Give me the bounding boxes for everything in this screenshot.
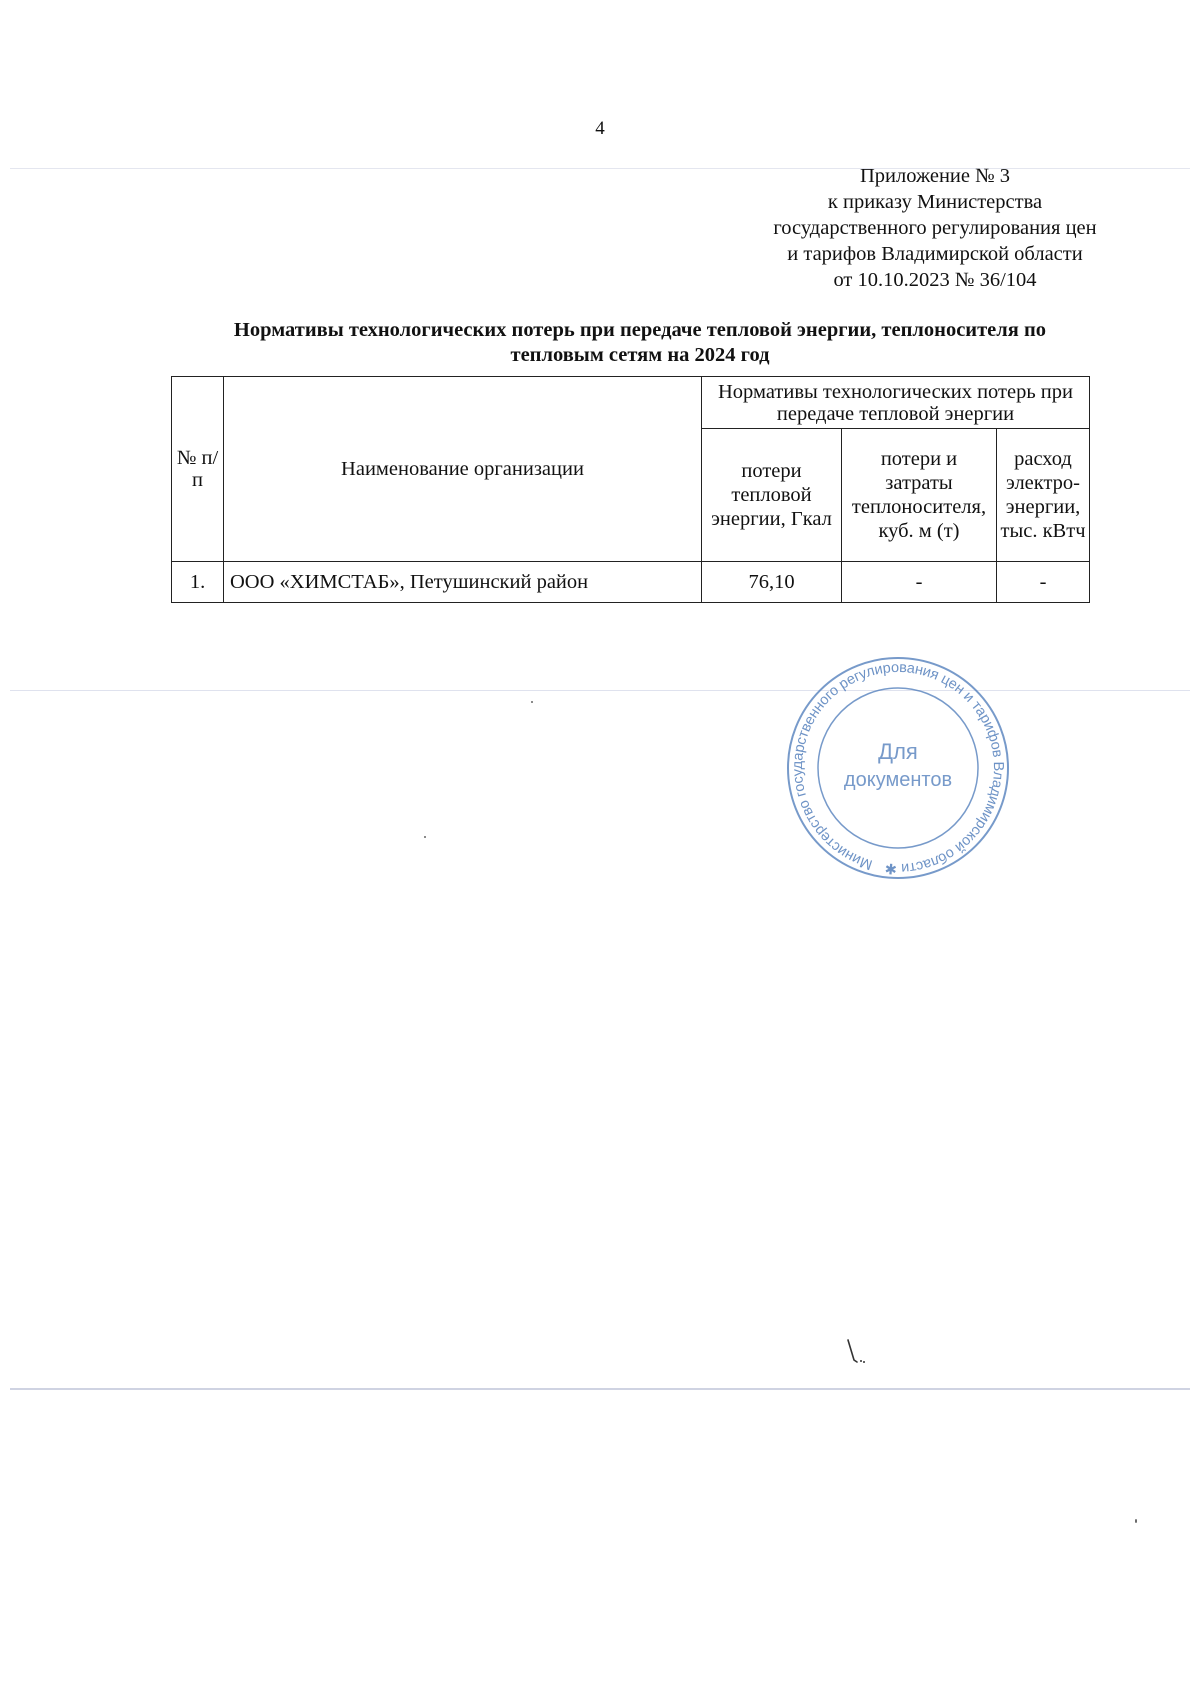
scan-speck — [424, 836, 426, 838]
document-title-line: тепловым сетям на 2024 год — [510, 344, 770, 366]
scan-artifact-line — [10, 690, 1190, 691]
scan-speck — [531, 701, 533, 703]
appendix-line: от 10.10.2023 № 36/104 — [833, 269, 1037, 291]
document-title — [150, 318, 1130, 368]
stamp-center-line: Для — [878, 739, 918, 764]
svg-text:Министерство государственного — [785, 655, 1011, 881]
header-heat-loss: потери тепловой энергии, Гкал — [702, 429, 842, 562]
header-electricity: расход электро-энергии, тыс. кВтч — [997, 429, 1090, 562]
header-carrier-loss: потери и затраты теплоносителя, куб. м (т) — [842, 429, 997, 562]
table-row — [172, 562, 1090, 603]
appendix-line: и тарифов Владимирской области — [787, 243, 1083, 265]
document-title-line: Нормативы технологических потерь при передаче тепловой энергии, теплоносителя по — [233, 319, 1047, 341]
header-organization: Наименование организации — [224, 377, 702, 562]
page-number: 4 — [595, 118, 605, 139]
cell-number: 1. — [172, 562, 224, 603]
stamp-inner-ring — [818, 688, 978, 848]
scan-speck — [1135, 1519, 1137, 1523]
scan-artifact-line — [10, 1388, 1190, 1390]
stamp-center-line: документов — [843, 769, 953, 791]
handwritten-mark — [845, 1338, 867, 1364]
stamp-ring-text: Министерство государственного регулирования цен и тарифов Владимирской области ✱ — [789, 659, 1007, 877]
stamp-outer-ring — [788, 658, 1008, 878]
appendix-reference — [720, 163, 1150, 293]
cell-organization: ООО «ХИМСТАБ», Петушинский район — [224, 562, 702, 603]
header-norms-group: Нормативы технологических потерь при передаче тепловой энергии — [702, 377, 1090, 429]
appendix-line: Приложение № 3 — [859, 165, 1011, 187]
cell-carrier-loss: - — [842, 562, 997, 603]
official-stamp — [785, 655, 1011, 881]
appendix-line: государственного регулирования цен — [773, 217, 1097, 239]
cell-heat-loss: 76,10 — [702, 562, 842, 603]
norms-table — [171, 376, 1090, 603]
cell-electricity: - — [997, 562, 1090, 603]
appendix-line: к приказу Министерства — [827, 191, 1043, 213]
header-number: № п/п — [172, 377, 224, 562]
